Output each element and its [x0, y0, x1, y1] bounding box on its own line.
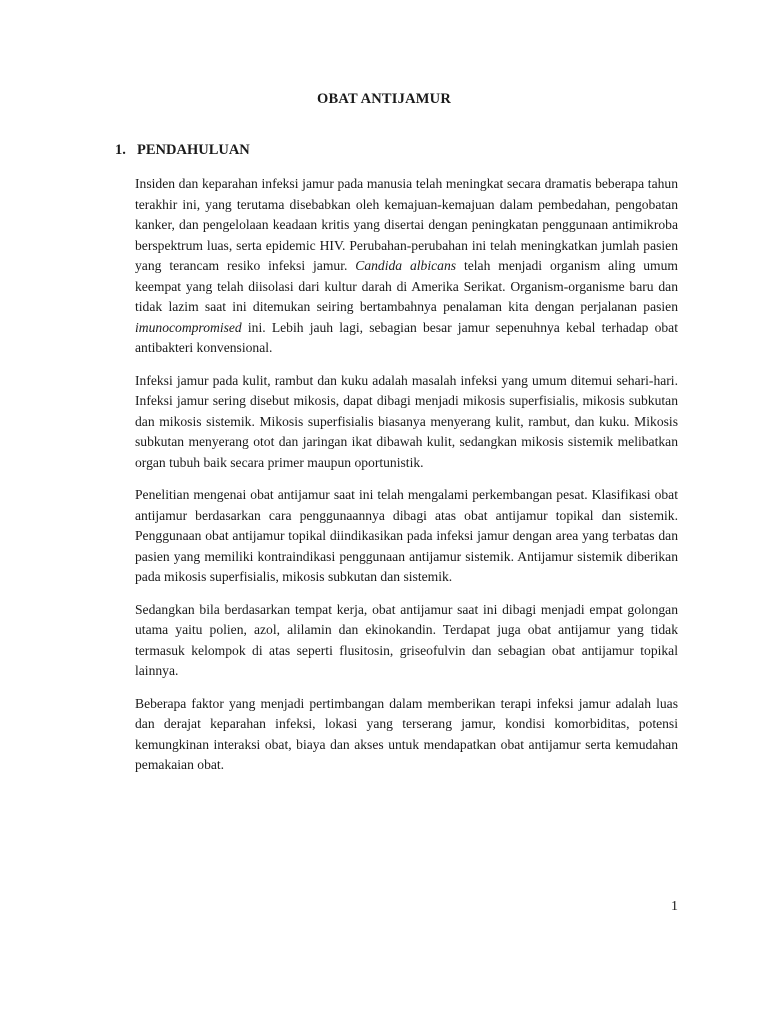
section-number: 1.	[115, 142, 126, 158]
paragraph-3: Penelitian mengenai obat antijamur saat ini telah mengalami perkembangan pesat. Klasifikasi obat antijamur berdasarkan cara penggunaannya dibagi atas obat antijamur topikal dan sistemik. Penggunaan obat antijamur topikal diindikasikan pada infeksi jamur dengan area yang terbatas dan pasien yang memiliki kontraindikasi penggunaan antijamur sistemik. Antijamur sistemik diberikan pada mikosis superfisialis, mikosis subkutan dan sistemik.	[135, 487, 678, 584]
paragraph-1-italic-term-2: imunocompromised	[135, 319, 242, 335]
document-title: OBAT ANTIJAMUR	[317, 91, 451, 107]
paragraph-1-part-b: telah menjadi organism aling umum keempat yang telah diisolasi dari kultur darah di Amerika Serikat. Organism-organisme baru dan tidak lazim saat ini ditemukan seiring bertambahnya penalaman kita dengan perjalanan pasien	[135, 258, 678, 314]
paragraph-1	[135, 174, 678, 359]
section-heading-text: PENDAHULUAN	[137, 142, 250, 158]
paragraph-2: Infeksi jamur pada kulit, rambut dan kuku adalah masalah infeksi yang umum ditemui sehari-hari. Infeksi jamur sering disebut mikosis, dapat dibagi menjadi mikosis superfisialis, mikosis subkutan dan mikosis sistemik. Mikosis superfisialis biasanya menyerang kulit, rambut, dan kuku. Mikosis subkutan menyerang otot dan jaringan ikat dibawah kulit, sedangkan mikosis sistemik melibatkan organ tubuh baik secara primer maupun oportunistik.	[135, 372, 678, 470]
paragraph-1-italic-term-1: Candida albicans	[355, 258, 457, 273]
section-heading	[115, 142, 250, 159]
paragraph-5: Beberapa faktor yang menjadi pertimbangan dalam memberikan terapi infeksi jamur adalah luas dan derajat keparahan infeksi, lokasi yang terserang jamur, kondisi komorbiditas, potensi kemungkinan interaksi obat, biaya dan akses untuk mendapatkan obat antijamur serta kemudahan pemakaian obat.	[135, 695, 678, 772]
document-body	[135, 174, 678, 788]
page-number: 1	[671, 899, 678, 914]
paragraph-4: Sedangkan bila berdasarkan tempat kerja, obat antijamur saat ini dibagi menjadi empat golongan utama yaitu polien, azol, alilamin dan ekinokandin. Terdapat juga obat antijamur yang tidak termasuk kelompok di atas seperti flusitosin, griseofulvin dan sebagian obat antijamur topikal lainnya.	[135, 601, 678, 678]
paragraph-1-part-a: Insiden dan keparahan infeksi jamur pada manusia telah meningkat secara dramatis beberapa tahun terakhir ini, yang terutama disebabkan oleh kemajuan-kemajuan dalam pembedahan, pengobatan kanker, dan pengelolaan keadaan kritis yang disertai dengan peningkatan penggunaan antimikroba berspektrum luas, serta epidemic HIV. Perubahan-perubahan ini telah meningkatkan jumlah pasien yang terancam resiko infeksi jamur.	[135, 176, 678, 273]
paragraph-1-part-c: ini. Lebih jauh lagi, sebagian besar jamur sepenuhnya kebal terhadap obat antibakteri konvensional.	[135, 319, 678, 355]
